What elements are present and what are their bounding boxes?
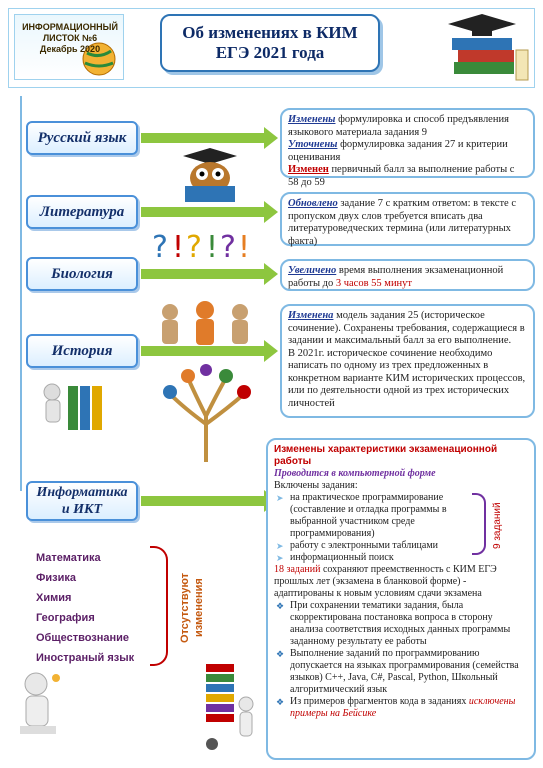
leaflet-line: ИНФОРМАЦИОННЫЙ (22, 22, 118, 32)
list-item: ❖ Выполнение заданий по программированию допускается на языках программирования (семейства языков) C++, Java, C#, Pascal, Python, Школьный алгоритмический язык (274, 648, 528, 696)
info-text: сохраняют преемственность с КИМ ЕГЭ прошлых лет (экзамена в бланковой форме) - адаптированы к новым условиям сдачи экзамена (274, 564, 497, 599)
page-title (160, 14, 380, 72)
info-text: время выполнения экзаменационной работы до (288, 265, 504, 289)
subject-label: Литература (39, 203, 125, 220)
arrow (141, 133, 265, 143)
svg-text:!: ! (206, 230, 219, 265)
list-item: ➤ работу с электронными таблицами (274, 540, 474, 552)
info-history (280, 304, 535, 418)
keyword: Изменены (288, 114, 336, 125)
list-item: ➤ информационный поиск (274, 552, 474, 564)
info-subheading: Проводится в компьютерной форме (274, 468, 436, 479)
arrow-head (264, 340, 278, 362)
subject-biology (26, 257, 138, 291)
subject-item: Обществознание (36, 632, 130, 644)
keyword: Обновлено (288, 198, 338, 209)
no-changes-brace (150, 546, 168, 666)
info-informatics (266, 438, 536, 760)
tasks-count: 9 заданий (492, 502, 503, 550)
idea-tree-icon (148, 364, 264, 462)
subject-label: Информатика (36, 485, 128, 500)
subject-informatics (26, 481, 138, 521)
info-russian (280, 108, 535, 188)
svg-text:?: ? (152, 230, 168, 265)
no-changes-label: Отсутствуют изменения (179, 572, 205, 644)
question-people-icon (150, 223, 255, 269)
subject-item: Математика (36, 552, 101, 564)
keyword: Изменена (288, 310, 334, 321)
keyword: Увеличено (288, 265, 337, 276)
subject-item: Иностраный язык (36, 652, 135, 664)
list-item: ➤ на практическое программирование (составление и отладка программы в выбранной участником среде программирования) (274, 492, 474, 540)
info-emphasis: исключены примеры на Бейсике (290, 696, 516, 719)
info-text: формулировка и способ предъявления языкового материала задания 9 (288, 114, 509, 138)
thinking-man-icon (10, 668, 74, 748)
arrow (141, 269, 265, 279)
team-people-icon (150, 298, 260, 348)
keyword: Изменен (288, 164, 329, 175)
owl-reading-icon (175, 146, 245, 206)
points-list (274, 600, 528, 720)
arrow (141, 496, 265, 506)
svg-text:!: ! (172, 230, 185, 265)
svg-text:?: ? (186, 230, 202, 265)
svg-text:!: ! (238, 230, 251, 265)
no-changes-list (36, 548, 166, 668)
info-text: задание 7 с кратким ответом: в тексте с пропуском двух слов требуется вписать два литературоведческих термина (или литературных факта) (288, 198, 516, 247)
info-text: Из примеров фрагментов кода в заданиях (290, 696, 469, 707)
man-with-books-icon (38, 378, 110, 438)
subject-label: Русский язык (37, 129, 127, 146)
arrow-head (264, 127, 278, 149)
info-text: первичный балл за выполнение работы с 58 до 59 (288, 164, 515, 188)
subject-item: География (36, 612, 95, 624)
kept-count: 18 заданий (274, 564, 321, 575)
subject-history (26, 334, 138, 368)
books-graduation-cap-icon (446, 10, 534, 86)
arrow-head (264, 201, 278, 223)
info-heading: Изменены характеристики экзаменационной работы (274, 444, 498, 467)
subject-russian (26, 121, 138, 155)
info-text: модель задания 25 (историческое сочинение). Сохранены требования, содержащиеся в задании и максимальный балл за его выполнение. (288, 310, 525, 346)
subject-literature (26, 195, 138, 229)
subject-item: Физика (36, 572, 77, 584)
arrow (141, 207, 265, 217)
timeline-line (20, 96, 22, 491)
info-text: формулировка задания 27 и критерии оценивания (288, 139, 508, 163)
leaflet-line: ЛИСТОК №6 (42, 33, 98, 43)
list-item: ❖ При сохранении тематики задания, была скорректирована постановка вопроса в сторону анализа соответствия исходных данных программы заданному результату ее работы (274, 600, 528, 648)
info-literature (280, 192, 535, 246)
duration-value: 3 часов 55 минут (335, 277, 413, 289)
subject-item: Химия (36, 592, 72, 604)
title-line: Об изменениях в КИМ (182, 23, 358, 42)
tasks-brace (472, 493, 486, 555)
subject-label: Биология (51, 265, 113, 282)
keyword: Уточнены (288, 139, 338, 150)
arrow (141, 346, 265, 356)
info-biology (280, 259, 535, 291)
leaflet-line: Декабрь 2020 (39, 44, 101, 54)
subject-label: и ИКТ (61, 502, 103, 517)
subject-label: История (51, 342, 113, 359)
leaflet-caption (18, 22, 122, 55)
arrow-head (264, 263, 278, 285)
info-text: Включены задания: (274, 480, 358, 491)
svg-text:?: ? (220, 230, 236, 265)
list-item (274, 696, 528, 720)
included-list (274, 492, 474, 564)
info-text: В 2021г. историческое сочинение необходимо написать по одному из трех предложенных в конкретном варианте КИМ исторических процессов, или по деятельности одной из трех исторических личностей (288, 347, 526, 409)
man-with-book-stack-icon (200, 658, 262, 756)
title-line: ЕГЭ 2021 года (215, 43, 325, 62)
